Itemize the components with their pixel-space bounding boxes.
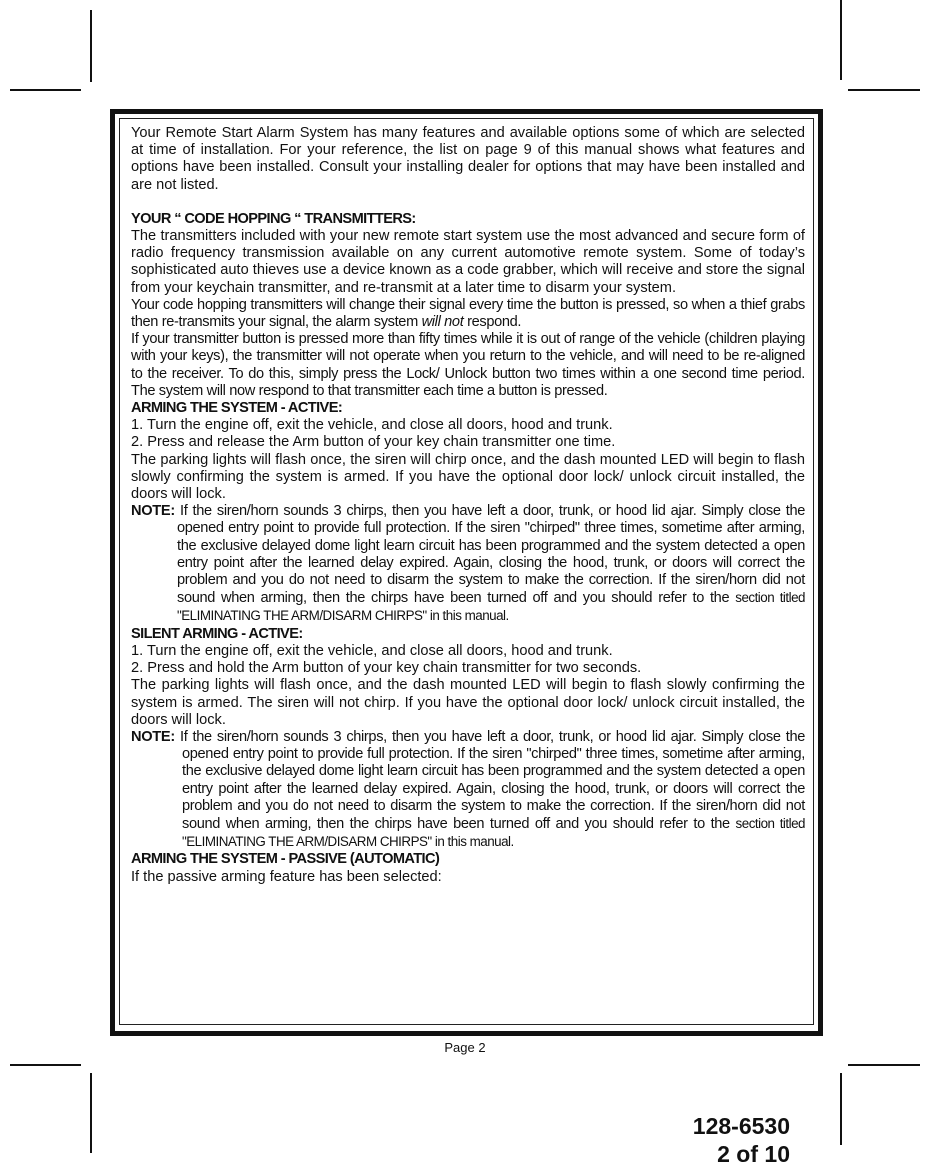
crop-mark [10,89,81,91]
silent-arming-note: NOTE: If the siren/horn sounds 3 chirps, then you have left a door, trunk, or hood lid ajar. Simply close the opened entry point to provide full protection. If the siren "chirped" three times, sometime after arming, the exclusive delayed dome light learn circuit has been programmed and the system detected a open entry point after the learned delay expired. Again, closing the hood, trunk, or doors will correct the problem and you do not need to disarm the system to make the correction. If the siren/horn did not sound when arming, then the chirps have been turned off and you should refer to the section titled "ELIMINATING THE ARM/DISARM CHIRPS" in this manual. [131,728,806,850]
silent-arming-heading: SILENT ARMING - ACTIVE: [131,625,303,642]
page-number: Page 2 [444,1040,486,1055]
silent-arming-paragraph: The parking lights will flash once, and the dash mounted LED will begin to flash slowly confirming the system is armed. The siren will not chirp. If you have the optional door lock/ unlock circuit installed, the doors will lock. [131,677,805,728]
document-number: 128-6530 [692,1113,790,1139]
arming-active-paragraph: The parking lights will flash once, the siren will chirp once, and the dash mounted LED will begin to flash slowly confirming the system is armed. If you have the optional door lock/ unlock circuit installed, the doors will lock. [131,451,805,503]
crop-mark [840,1073,842,1145]
crop-mark [10,1064,81,1066]
step-item: 1. Turn the engine off, exit the vehicle, and close all doors, hood and trunk. [131,417,613,434]
code-hopping-heading: YOUR “ CODE HOPPING “ TRANSMITTERS: [131,210,416,227]
note-reference: section titled "ELIMINATING THE ARM/DISARM CHIRPS" in this manual. [182,815,806,850]
code-hopping-paragraph: Your code hopping transmitters will change their signal every time the button is pressed, so when a thief grabs then re-transmits your signal, the alarm system will not respond. [131,296,805,331]
sheet-count: 2 of 10 [717,1141,790,1167]
arming-active-heading: ARMING THE SYSTEM - ACTIVE: [131,400,343,417]
code-hopping-paragraph: The transmitters included with your new remote start system use the most advanced and secure form of radio frequency transmission available on any current automotive remote system. Some of today’s sophisticated auto thieves use a device known as a code grabber, which will receive and store the signal from your keychain transmitter, and re-transmit at a later time to disarm your system. [131,228,805,296]
step-item: 1. Turn the engine off, exit the vehicle, and close all doors, hood and trunk. [131,642,613,659]
arming-passive-paragraph: If the passive arming feature has been selected: [131,868,442,885]
crop-mark [840,0,842,80]
arming-passive-heading: ARMING THE SYSTEM - PASSIVE (AUTOMATIC) [131,851,440,868]
step-item: 2. Press and hold the Arm button of your key chain transmitter for two seconds. [131,660,642,677]
note-label: NOTE: [131,728,175,745]
crop-mark [848,1064,920,1066]
note-reference: section titled "ELIMINATING THE ARM/DISARM CHIRPS" in this manual. [177,590,805,624]
arming-active-note: NOTE: If the siren/horn sounds 3 chirps, then you have left a door, trunk, or hood lid ajar. Simply close the opened entry point to provide full protection. If the siren "chirped" three times, sometime after arming, the exclusive delayed dome light learn circuit has been programmed and the system detected a open entry point after the learned delay expired. Again, closing the hood, trunk, or doors will correct the problem and you do not need to disarm the system to make the correction. If the siren/horn did not sound when arming, then the chirps have been turned off and you should refer to the section titled "ELIMINATING THE ARM/DISARM CHIRPS" in this manual. [131,503,805,624]
document-number-block [693,1112,790,1168]
emphasis-text: will not [421,314,464,331]
crop-mark [90,10,92,82]
note-label: NOTE: [131,503,175,520]
intro-paragraph: Your Remote Start Alarm System has many features and available options some of which are selected at time of installation. For your reference, the list on page 9 of this manual shows what features and options have been installed. Consult your installing dealer for options that may have been installed and are not listed. [131,125,805,193]
crop-mark [848,89,920,91]
step-item: 2. Press and release the Arm button of your key chain transmitter one time. [131,434,616,451]
code-hopping-paragraph: If your transmitter button is pressed more than fifty times while it is out of range of the vehicle (children playing with your keys), the transmitter will not operate when you return to the vehicle, and will need to be re-aligned to the receiver. To do this, simply press the Lock/ Unlock button two times within a one second time period. The system will now respond to that transmitter each time a button is pressed. [131,331,805,399]
manual-content [131,125,805,886]
crop-mark [90,1073,92,1153]
